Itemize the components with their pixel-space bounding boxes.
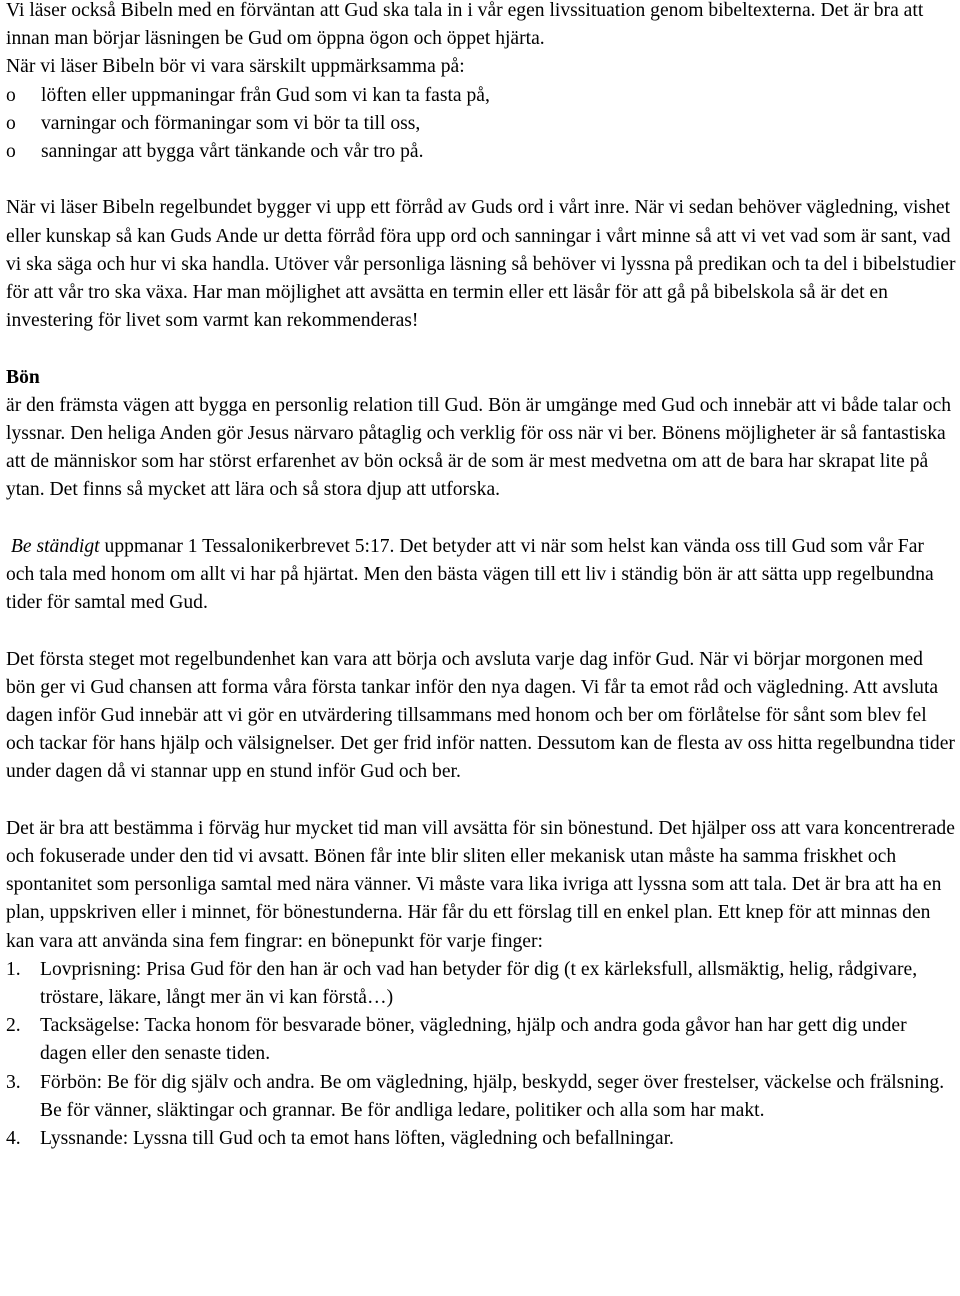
five-finger-list xyxy=(6,956,956,1153)
list-item-text: Förbön: Be för dig själv och andra. Be om vägledning, hjälp, beskydd, seger över frestelser, väckelse och frälsning. Be för vänner, släktingar och grannar. Be för andliga ledare, politiker och alla som har makt. xyxy=(40,1071,945,1121)
list-number: 1. xyxy=(6,958,21,980)
list-item-text: Lovprisning: Prisa Gud för den han är och vad han betyder för dig (t ex kärleksfull, allsmäktig, helig, rådgivare, tröstare, läkare, långt mer än vi kan förstå…) xyxy=(40,958,918,1009)
list-item xyxy=(6,1069,956,1125)
list-number: 2. xyxy=(6,1015,21,1037)
intro-paragraph: Vi läser också Bibeln med en förväntan att Gud ska tala in i vår egen livssituation genom bibeltexterna. Det är bra att innan man börjar läsningen be Gud om öppna ögon och öppet hjärta. xyxy=(6,0,924,50)
bible-reading-paragraph: När vi läser Bibeln regelbundet bygger vi upp ett förråd av Guds ord i vårt inre. När vi sedan behöver vägledning, vishet eller kunskap så kan Guds Ande ur detta förråd föra upp ord och sanningar i vårt minne så att vi vet vad som är sant, vad vi ska säga och hur vi ska handla. Utöver vår personliga läsning så behöver vi lyssna på predikan och ta del i bibelstudier för att vår tro ska växa. Har man möjlighet att avsätta en termin eller ett läsår för att gå på bibelskola så är det en investering för livet som varmt kan rekommenderas! xyxy=(6,197,956,332)
be-standigt-paragraph xyxy=(6,533,956,618)
list-item-text: sanningar att bygga vårt tänkande och vår tro på. xyxy=(41,141,424,163)
attention-list xyxy=(6,82,956,167)
section-heading-bon: Bön xyxy=(6,366,40,388)
spacer xyxy=(6,166,956,194)
list-item-text: Lyssnande: Lyssna till Gud och ta emot hans löften, vägledning och befallningar. xyxy=(40,1128,674,1150)
list-item xyxy=(6,110,956,138)
list-item xyxy=(6,138,956,166)
list-item-text: löften eller uppmaningar från Gud som vi kan ta fasta på, xyxy=(41,84,490,106)
prayer-intro-paragraph: är den främsta vägen att bygga en personlig relation till Gud. Bön är umgänge med Gud och innebär att vi både talar och lyssnar. Den heliga Anden gör Jesus närvaro påtaglig och verklig för oss när vi ber. Bönens möjligheter är så fantastiska att de människor som har störst erfarenhet av bön också är de som är mest medvetna om att de bara har skrapat lite på ytan. Det finns så mycket att lära och så stora djup att utforska. xyxy=(6,394,952,501)
regularity-paragraph: Det första steget mot regelbundenhet kan vara att börja och avsluta varje dag inför Gud. När vi börjar morgonen med bön ger vi Gud chansen att forma våra första tankar inför den nya dagen. Vi får ta emot råd och vägledning. Att avsluta dagen inför Gud innebär att vi gör en utvärdering tillsammans med honom och ber om förlåtelse för sånt som blev fel och tackar för hans hjälp och välsignelser. Det ger frid inför natten. Dessutom kan de flesta av oss hitta regelbundna tider under dagen då vi stannar upp en stund inför Gud och ber. xyxy=(6,648,955,783)
spacer xyxy=(6,617,956,645)
list-item xyxy=(6,956,956,1012)
list-number: 4. xyxy=(6,1128,21,1150)
paragraph-text: uppmanar 1 Tessalonikerbrevet 5:17. Det betyder att vi när som helst kan vända oss till Gud som vår Far och tala med honom om allt vi har på hjärtat. Men den bästa vägen till ett liv i ständig bön är att sätta upp regelbundna tider för samtal med Gud. xyxy=(6,535,934,614)
list-item xyxy=(6,82,956,110)
spacer xyxy=(6,787,956,815)
bullet-marker: o xyxy=(6,112,16,134)
list-item xyxy=(6,1125,956,1153)
prayer-plan-paragraph: Det är bra att bestämma i förväg hur mycket tid man vill avsätta för sin bönestund. Det hjälper oss att vara koncentrerade och fokuserade under den tid vi avsatt. Bönen får inte blir sliten eller mekanisk utan måste ha samma friskhet och spontanitet som personliga samtal med nära vänner. Vi måste vara lika ivriga att lyssna som att tala. Det är bra att ha en plan, uppskriven eller i minnet, för bönestunderna. Här får du ett förslag till en enkel plan. Ett knep för att minnas den kan vara att använda sina fem fingrar: en bönepunkt för varje finger: xyxy=(6,817,955,952)
list-number: 3. xyxy=(6,1071,21,1093)
bullet-marker: o xyxy=(6,84,16,106)
quoted-phrase: Be ständigt xyxy=(10,535,100,557)
spacer xyxy=(6,335,956,363)
list-item xyxy=(6,1012,956,1068)
bullet-marker: o xyxy=(6,141,16,163)
spacer xyxy=(6,505,956,533)
list-item-text: varningar och förmaningar som vi bör ta till oss, xyxy=(41,112,421,134)
intro-attention-line: När vi läser Bibeln bör vi vara särskilt uppmärksamma på: xyxy=(6,56,465,78)
list-item-text: Tacksägelse: Tacka honom för besvarade böner, vägledning, hjälp och andra goda gåvor han har gett dig under dagen eller den senaste tiden. xyxy=(40,1015,907,1065)
